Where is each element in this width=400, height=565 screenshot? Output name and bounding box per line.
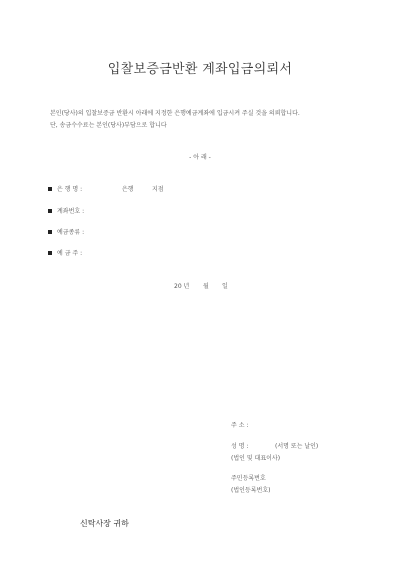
closing-addressee: 신탁사장 귀하 — [80, 519, 129, 528]
square-bullet-icon — [48, 251, 52, 255]
date-month: 월 — [203, 283, 209, 290]
document-title: 입찰보증금반환 계좌입금의뢰서 — [107, 62, 293, 77]
date-day: 일 — [222, 283, 228, 290]
bank-name-label: 은 행 명 : — [57, 186, 83, 193]
request-text-line-1: 본인(당사)의 입찰보증금 반환시 아래에 지정한 은행예금계좌에 입금시켜 주실 것을 의뢰합니다. — [50, 110, 300, 117]
bank-name-row — [48, 184, 82, 193]
request-text-line-2: 단, 송금수수료는 본인(당사)부담으로 합니다 — [50, 122, 167, 129]
account-number-label: 계좌번호 : — [57, 208, 85, 215]
deposit-type-row — [48, 227, 84, 236]
id-number-label: 주민등록번호 — [231, 475, 266, 482]
address-label: 주 소 : — [231, 422, 249, 429]
square-bullet-icon — [48, 187, 52, 191]
branch-suffix: 지점 — [152, 186, 164, 193]
account-number-row — [48, 206, 84, 215]
sign-note: (서명 또는 날인) — [275, 443, 319, 450]
account-holder-label: 예 금 주 : — [57, 250, 83, 257]
signer-name-sub: (법인 및 대표이사) — [231, 455, 281, 462]
notice-heading: - 아 래 - — [189, 154, 211, 161]
date-year: 20 년 — [174, 283, 190, 290]
square-bullet-icon — [48, 230, 52, 234]
bank-suffix: 은행 — [122, 186, 134, 193]
deposit-type-label: 예금종류 : — [57, 229, 85, 236]
account-holder-row — [48, 248, 82, 257]
signer-name-label: 성 명 : — [231, 443, 249, 450]
id-number-sub: (법인등록번호) — [231, 487, 271, 494]
square-bullet-icon — [48, 209, 52, 213]
